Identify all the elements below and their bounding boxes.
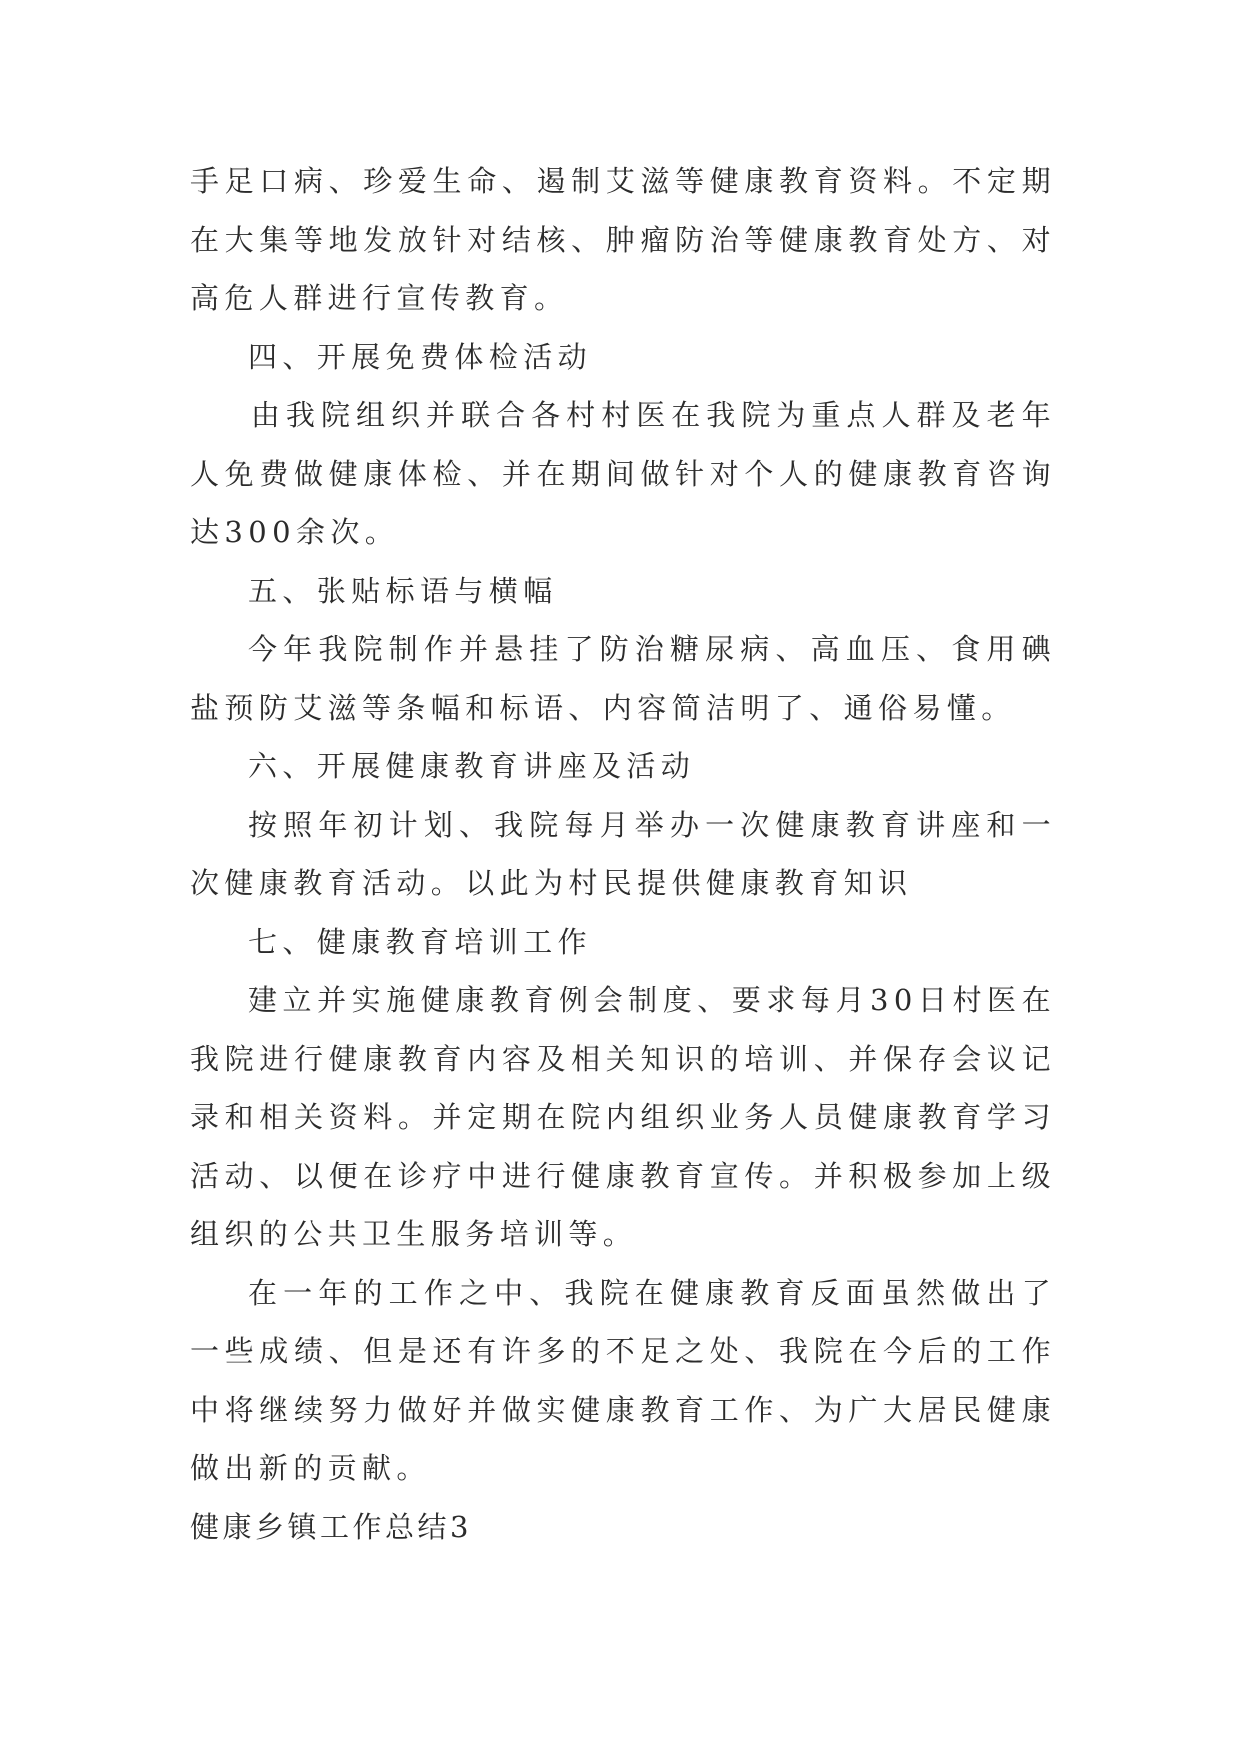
section-heading-5: 五、张贴标语与横幅 xyxy=(248,573,558,608)
paragraph-banners: 今年我院制作并悬挂了防治糖尿病、高血压、食用碘盐预防艾滋等条幅和标语、内容简洁明了、通俗易懂。 xyxy=(190,632,1056,725)
section-heading-7: 七、健康教育培训工作 xyxy=(248,924,593,959)
paragraph-training: 建立并实施健康教育例会制度、要求每月30日村医在我院进行健康教育内容及相关知识的培训、并保存会议记录和相关资料。并定期在院内组织业务人员健康教育学习活动、以便在诊疗中进行健康教育宣传。并积极参加上级组织的公共卫生服务培训等。 xyxy=(190,983,1056,1251)
document-title: 健康乡镇工作总结3 xyxy=(190,1509,472,1544)
section-heading-4: 四、开展免费体检活动 xyxy=(248,339,593,374)
paragraph-lectures: 按照年初计划、我院每月举办一次健康教育讲座和一次健康教育活动。以此为村民提供健康教育知识 xyxy=(190,807,1056,900)
section-heading-6: 六、开展健康教育讲座及活动 xyxy=(248,749,696,783)
document-page xyxy=(190,152,1056,1556)
paragraph-continued: 手足口病、珍爱生命、遏制艾滋等健康教育资料。不定期在大集等地发放针对结核、肿瘤防治等健康教育处方、对高危人群进行宣传教育。 xyxy=(190,164,1056,315)
paragraph-conclusion: 在一年的工作之中、我院在健康教育反面虽然做出了一些成绩、但是还有许多的不足之处、我院在今后的工作中将继续努力做好并做实健康教育工作、为广大居民健康做出新的贡献。 xyxy=(190,1275,1056,1485)
paragraph-free-checkup: 由我院组织并联合各村村医在我院为重点人群及老年人免费做健康体检、并在期间做针对个人的健康教育咨询达300余次。 xyxy=(190,398,1056,549)
